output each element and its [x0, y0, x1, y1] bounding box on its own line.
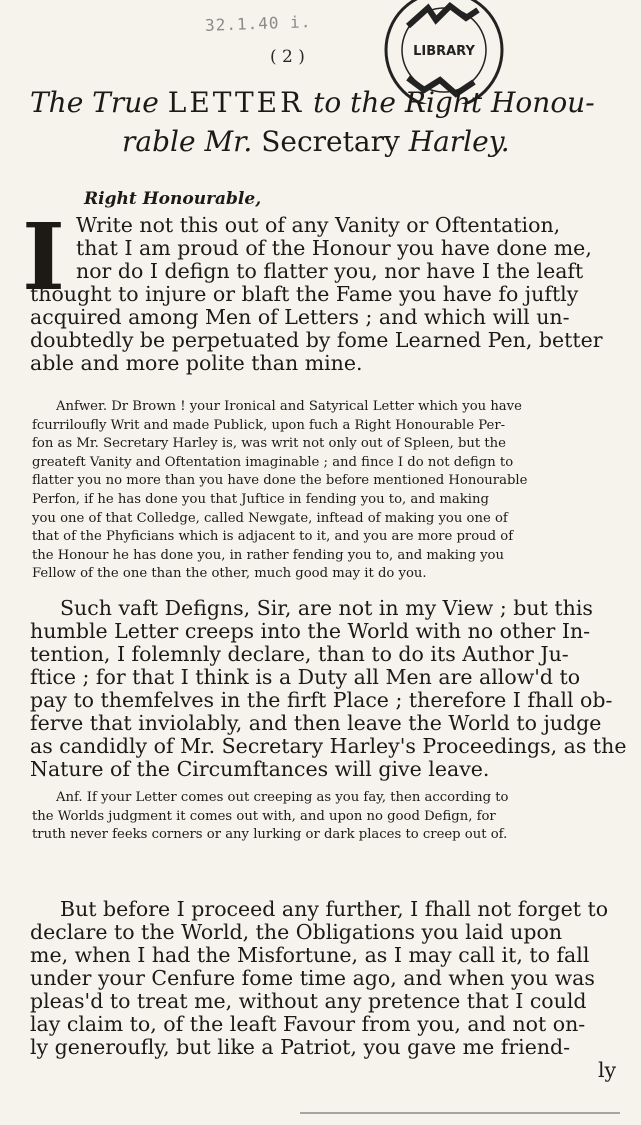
text-line: ferve that inviolably, and then leave the World to judge: [30, 711, 602, 735]
text-line: Such vaft Defigns, Sir, are not in my View ; but this: [60, 596, 593, 620]
note-line: Anf. If your Letter comes out creeping as you fay, then according to: [56, 790, 509, 805]
text-line: as candidly of Mr. Secretary Harley's Proceedings, as the: [30, 734, 627, 758]
text-line: acquired among Men of Letters ; and which will un-: [30, 305, 570, 329]
text-line: humble Letter creeps into the World with no other In-: [30, 619, 591, 643]
answer-note-1: [32, 398, 632, 584]
text-line: thought to injure or blaft the Fame you have fo juftly: [30, 282, 579, 306]
title-line-1: [30, 86, 630, 120]
title-line-2: [122, 125, 622, 159]
title-secretary: Secretary: [261, 125, 400, 158]
note-line: Fellow of the one than the other, much good may it do you.: [32, 566, 427, 582]
note-line: Anfwer. Dr Brown ! your Ironical and Satyrical Letter which you have: [56, 399, 522, 414]
note-line: flatter you no more than you have done the before mentioned Honourable: [32, 473, 528, 489]
bottom-edge-shadow: [300, 1112, 620, 1114]
text-line: pay to themfelves in the firft Place ; therefore I fhall ob-: [30, 688, 613, 712]
page-number: ( 2 ): [270, 47, 305, 67]
text-line: pleas'd to treat me, without any pretence that I could: [30, 989, 587, 1013]
note-line: fcurriloufly Writ and made Publick, upon fuch a Right Honourable Per-: [32, 417, 506, 433]
note-line: the Worlds judgment it comes out with, and upon no good Defign, for: [32, 808, 496, 824]
note-line: you one of that Colledge, called Newgate, inftead of making you one of: [32, 510, 508, 526]
text-line: Write not this out of any Vanity or Oftentation,: [76, 213, 561, 237]
text-line: ly generoufly, but like a Patriot, you gave me friend-: [30, 1035, 571, 1059]
text-line: doubtedly be perpetuated by fome Learned Pen, better: [30, 328, 603, 352]
text-line: me, when I had the Misfortune, as I may call it, to fall: [30, 943, 590, 967]
stamp-label: LIBRARY: [413, 44, 475, 59]
title-harley: Harley.: [408, 125, 510, 158]
note-line: that of the Phyficians which is adjacent to it, and you are more proud of: [32, 529, 514, 545]
text-line: lay claim to, of the leaft Favour from you, and not on-: [30, 1012, 586, 1036]
title-letter: LETTER: [167, 86, 305, 119]
text-line: under your Cenfure fome time ago, and when you was: [30, 966, 595, 990]
note-line: the Honour he has done you, in rather fending you to, and making you: [32, 547, 504, 563]
title-the-true: The True: [30, 86, 159, 119]
salutation: Right Honourable,: [84, 189, 262, 209]
note-line: Perfon, if he has done you that Juftice in fending you to, and making: [32, 491, 489, 507]
paragraph-2: [30, 597, 630, 781]
text-line: that I am proud of the Honour you have done me,: [76, 236, 592, 260]
title-mr: Mr.: [204, 125, 253, 158]
text-line: ftice ; for that I think is a Duty all Men are allow'd to: [30, 665, 581, 689]
text-line: tention, I folemnly declare, than to do its Author Ju-: [30, 642, 569, 666]
text-line: But before I proceed any further, I fhall not forget to: [60, 897, 609, 921]
text-line: able and more polite than mine.: [30, 351, 363, 375]
drop-cap: I: [22, 203, 66, 311]
title-to-right-honourable: to the Right Honou-: [313, 86, 595, 119]
catchword: ly: [598, 1058, 617, 1082]
text-line: Nature of the Circumftances will give leave.: [30, 757, 490, 781]
paragraph-1: [30, 214, 630, 375]
answer-note-2: [32, 789, 632, 845]
note-line: truth never feeks corners or any lurking or dark places to creep out of.: [32, 827, 508, 843]
text-line: nor do I defign to flatter you, nor have I the leaft: [76, 259, 584, 283]
note-line: greateft Vanity and Oftentation imaginable ; and fince I do not defign to: [32, 454, 514, 470]
handwritten-shelfmark: 32.1.40 i.: [204, 12, 312, 35]
title-rable: rable: [122, 125, 196, 158]
note-line: fon as Mr. Secretary Harley is, was writ not only out of Spleen, but the: [32, 436, 506, 452]
text-line: declare to the World, the Obligations you laid upon: [30, 920, 563, 944]
paragraph-3: [30, 898, 630, 1082]
